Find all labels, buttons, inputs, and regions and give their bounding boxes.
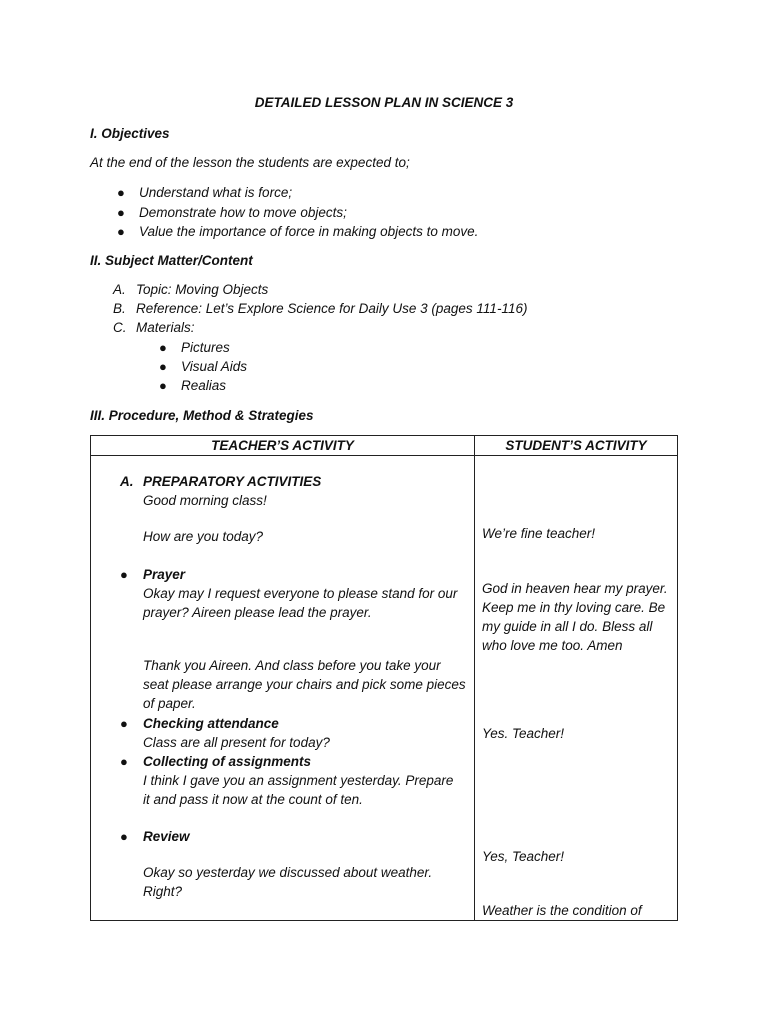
teacher-line: it and pass it now at the count of ten. [143,792,363,807]
prep-marker: A. [120,474,134,489]
teacher-line: Right? [143,884,183,899]
subject-heading: II. Subject Matter/Content [90,253,253,268]
teacher-column-header: TEACHER’S ACTIVITY [91,436,475,456]
material-item: Realias [181,378,227,393]
teacher-line: I think I gave you an assignment yesterday. Prepare [143,773,454,788]
teacher-line: Class are all present for today? [143,735,330,750]
prayer-heading: Prayer [143,567,186,582]
teacher-line: Okay so yesterday we discussed about weather. [143,865,433,880]
teacher-line: prayer? Aireen please lead the prayer. [143,605,372,620]
student-line: God in heaven hear my prayer. [482,581,668,596]
material-item: Pictures [181,340,230,355]
subject-marker: C. [113,320,127,335]
objective-item: Demonstrate how to move objects; [139,205,347,220]
bullet-icon: ● [120,567,128,582]
material-item: Visual Aids [181,359,248,374]
prep-heading: PREPARATORY ACTIVITIES [143,474,322,489]
student-activity-cell [475,456,678,921]
objective-item: Understand what is force; [139,185,293,200]
procedure-table [90,435,678,921]
teacher-line: How are you today? [143,529,264,544]
review-heading: Review [143,829,190,844]
teacher-line: Thank you Aireen. And class before you take your [143,658,441,673]
assignments-heading: Collecting of assignments [143,754,312,769]
subject-marker: A. [113,282,126,297]
document-title: DETAILED LESSON PLAN IN SCIENCE 3 [254,95,514,110]
student-line: Yes, Teacher! [482,849,565,864]
bullet-icon: ● [159,359,167,374]
student-line: my guide in all I do. Bless all [482,619,653,634]
bullet-icon: ● [120,829,128,844]
objectives-intro: At the end of the lesson the students are expected to; [90,155,410,170]
objective-item: Value the importance of force in making objects to move. [139,224,479,239]
bullet-icon: ● [117,224,125,239]
teacher-line: Good morning class! [143,493,267,508]
subject-marker: B. [113,301,126,316]
teacher-line: seat please arrange your chairs and pick some pieces [143,677,466,692]
subject-item: Materials: [136,320,195,335]
bullet-icon: ● [120,716,128,731]
bullet-icon: ● [120,754,128,769]
student-line: We’re fine teacher! [482,526,596,541]
student-line: Yes. Teacher! [482,726,565,741]
subject-item: Topic: Moving Objects [136,282,269,297]
bullet-icon: ● [117,185,125,200]
teacher-line: Okay may I request everyone to please stand for our [143,586,458,601]
objectives-heading: I. Objectives [90,126,170,141]
student-line: Weather is the condition of [482,903,642,918]
student-line: Keep me in thy loving care. Be [482,600,666,615]
bullet-icon: ● [117,205,125,220]
bullet-icon: ● [159,340,167,355]
subject-item: Reference: Let’s Explore Science for Daily Use 3 (pages 111-116) [136,301,528,316]
attendance-heading: Checking attendance [143,716,279,731]
student-column-header: STUDENT’S ACTIVITY [475,436,678,456]
teacher-activity-cell [91,456,475,921]
procedure-heading: III. Procedure, Method & Strategies [90,408,314,423]
student-line: who love me too. Amen [482,638,623,653]
bullet-icon: ● [159,378,167,393]
teacher-line: of paper. [143,696,196,711]
